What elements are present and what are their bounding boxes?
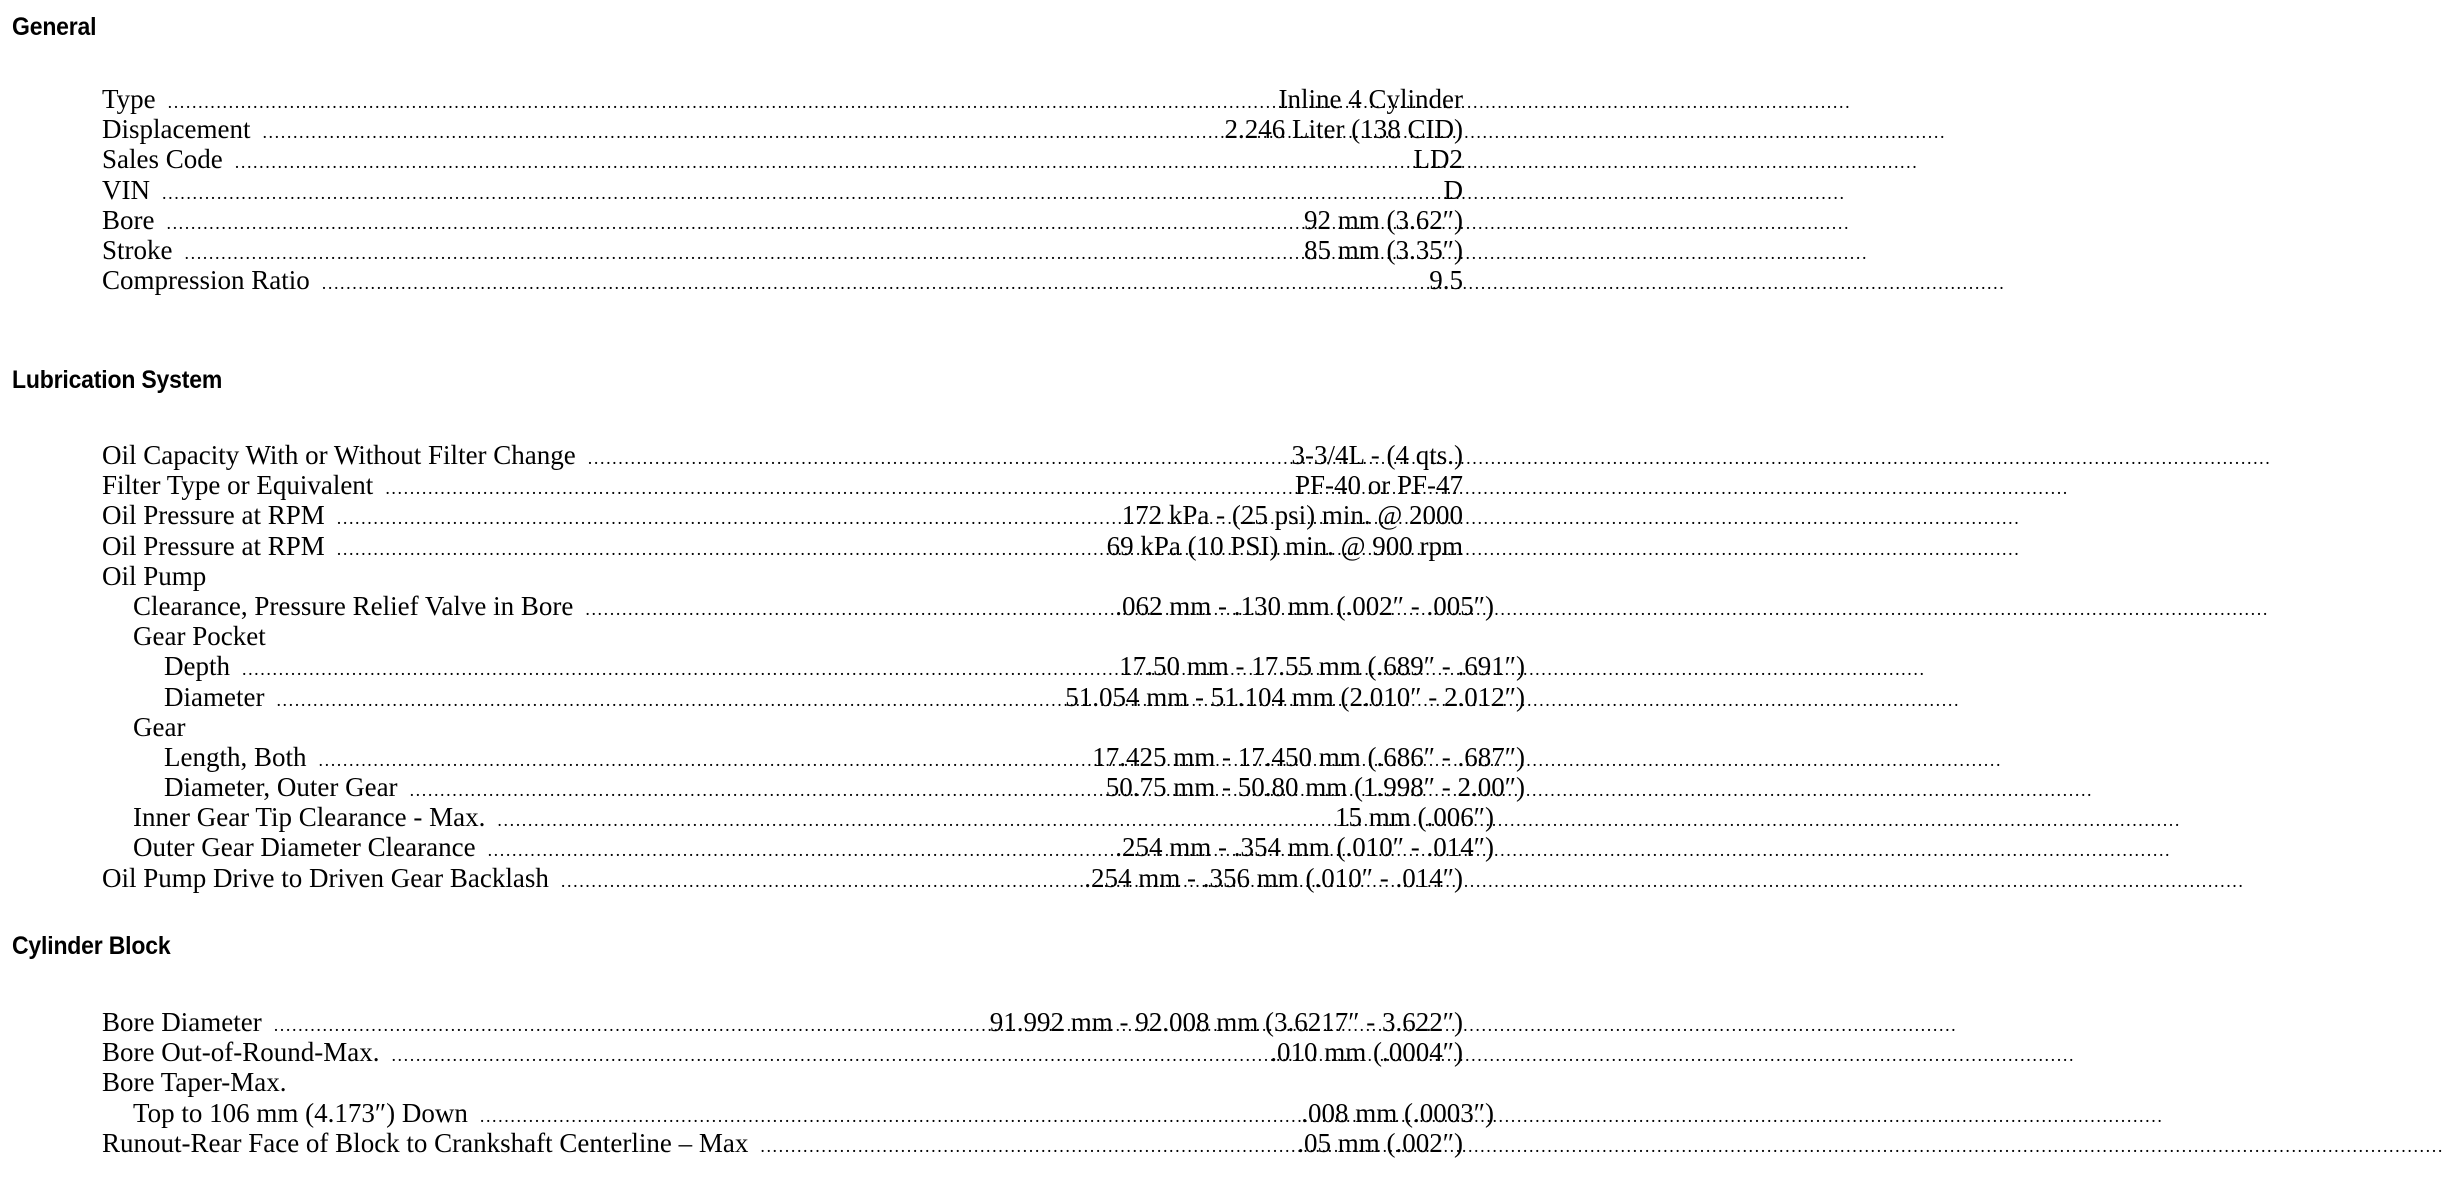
spec-label: Length, Both — [164, 741, 307, 772]
spec-label: Stroke — [102, 234, 173, 265]
dot-leader — [760, 1131, 1289, 1161]
spec-label: Gear Pocket — [133, 621, 266, 652]
spec-list-cylinder-block — [0, 1007, 1494, 1158]
dot-leader — [585, 594, 1107, 624]
spec-row — [0, 742, 1525, 772]
spec-row — [0, 863, 1463, 893]
spec-label: Bore Diameter — [102, 1007, 262, 1037]
spec-value: 92 mm (3.62″) — [1304, 204, 1463, 235]
dot-leader — [166, 208, 1296, 238]
spec-label: Inner Gear Tip Clearance - Max. — [133, 802, 486, 833]
spec-row — [0, 265, 1463, 295]
spec-label: Oil Pressure at RPM — [102, 500, 325, 531]
dot-leader — [480, 1101, 1293, 1131]
spec-label: Bore — [102, 204, 155, 235]
spec-value: 9.5 — [1429, 265, 1463, 296]
spec-label: VIN — [102, 174, 150, 205]
spec-value: Inline 4 Cylinder — [1278, 84, 1463, 114]
spec-group-heading — [0, 621, 1494, 651]
spec-row — [0, 500, 1463, 530]
spec-value: .05 mm (.002″) — [1297, 1127, 1463, 1158]
spec-label: Bore Out-of-Round-Max. — [102, 1037, 380, 1068]
spec-row — [0, 235, 1463, 265]
spec-row — [0, 144, 1463, 174]
spec-label: Diameter, Outer Gear — [164, 772, 398, 803]
dot-leader — [497, 805, 1327, 835]
spec-group-heading — [0, 712, 1494, 742]
dot-leader — [488, 835, 1108, 865]
spec-group-heading — [0, 1067, 1463, 1097]
spec-row — [0, 470, 1463, 500]
spec-label: Sales Code — [102, 144, 223, 175]
spec-label: Gear — [133, 711, 186, 742]
spec-row — [0, 205, 1463, 235]
spec-row — [0, 1128, 1463, 1158]
spec-value: 51.054 mm - 51.104 mm (2.010″ - 2.012″) — [1065, 681, 1525, 712]
spec-row — [0, 832, 1494, 862]
spec-label: Oil Pump Drive to Driven Gear Backlash — [102, 862, 549, 893]
spec-list-general — [0, 84, 1463, 296]
spec-value: 2.246 Liter (138 CID) — [1224, 114, 1463, 145]
spec-value: 15 mm (.006″) — [1335, 802, 1494, 833]
dot-leader — [337, 503, 1114, 533]
section-title-general: General — [12, 13, 97, 41]
dot-leader — [561, 866, 1076, 896]
spec-row — [0, 114, 1463, 144]
spec-label: Compression Ratio — [102, 265, 310, 296]
section-title-lubrication: Lubrication System — [12, 366, 223, 394]
dot-leader — [274, 1010, 982, 1040]
section-title-cylinder-block: Cylinder Block — [12, 932, 171, 960]
spec-value: 50.75 mm - 50.80 mm (1.998″ - 2.00″) — [1105, 772, 1525, 803]
spec-value: 172 kPa - (25 psi) min. @ 2000 — [1121, 500, 1463, 531]
dot-leader — [235, 147, 1406, 177]
spec-value: 17.50 mm - 17.55 mm (.689″ - .691″) — [1119, 651, 1525, 682]
spec-value: .254 mm - .354 mm (.010″ - .014″) — [1115, 832, 1494, 863]
spec-row — [0, 440, 1463, 470]
spec-row — [0, 175, 1463, 205]
dot-leader — [391, 1040, 1262, 1070]
spec-label: Clearance, Pressure Relief Valve in Bore — [133, 590, 574, 621]
spec-label: Diameter — [164, 681, 265, 712]
spec-value: LD2 — [1413, 144, 1463, 175]
dot-leader — [410, 775, 1098, 805]
spec-label: Bore Taper-Max. — [102, 1067, 287, 1098]
dot-leader — [168, 87, 1271, 117]
spec-value: 69 kPa (10 PSI) min. @ 900 rpm — [1106, 530, 1463, 561]
spec-row — [0, 591, 1494, 621]
spec-label: Top to 106 mm (4.173″) Down — [133, 1097, 468, 1128]
spec-row — [0, 84, 1463, 114]
spec-row — [0, 802, 1494, 832]
spec-value: PF-40 or PF-47 — [1294, 470, 1463, 501]
spec-row — [0, 772, 1525, 802]
dot-leader — [162, 178, 1436, 208]
spec-value: 17.425 mm - 17.450 mm (.686″ - .687″) — [1092, 741, 1525, 772]
spec-row — [0, 651, 1525, 681]
dot-leader — [337, 534, 1099, 564]
spec-value: 91.992 mm - 92.008 mm (3.6217″ - 3.622″) — [989, 1007, 1463, 1037]
spec-label: Displacement — [102, 114, 251, 145]
spec-value: 3-3/4L - (4 qts.) — [1291, 440, 1463, 470]
dot-leader — [319, 745, 1085, 775]
dot-leader — [262, 117, 1216, 147]
spec-label: Oil Pump — [102, 560, 207, 591]
spec-label: Oil Pressure at RPM — [102, 530, 325, 561]
spec-value: .254 mm - .356 mm (.010″ - .014″) — [1084, 862, 1463, 893]
spec-group-heading — [0, 561, 1463, 591]
dot-leader — [385, 473, 1287, 503]
spec-value: .008 mm (.0003″) — [1301, 1097, 1494, 1128]
spec-row — [0, 1098, 1494, 1128]
spec-label: Type — [102, 84, 156, 114]
spec-value: 85 mm (3.35″) — [1304, 234, 1463, 265]
spec-value: D — [1443, 174, 1463, 205]
dot-leader — [185, 238, 1297, 268]
dot-leader — [242, 654, 1111, 684]
dot-leader — [588, 443, 1284, 473]
spec-row — [0, 682, 1525, 712]
spec-value: .062 mm - .130 mm (.002″ - .005″) — [1115, 590, 1494, 621]
spec-label: Depth — [164, 651, 230, 682]
spec-row — [0, 531, 1463, 561]
spec-label: Outer Gear Diameter Clearance — [133, 832, 476, 863]
dot-leader — [322, 268, 1422, 298]
spec-label: Runout-Rear Face of Block to Crankshaft Centerline – Max — [102, 1127, 749, 1158]
spec-label: Oil Capacity With or Without Filter Change — [102, 440, 576, 470]
spec-list-lubrication — [0, 440, 1525, 893]
spec-label: Filter Type or Equivalent — [102, 470, 374, 501]
dot-leader — [276, 685, 1057, 715]
spec-row — [0, 1037, 1463, 1067]
spec-row — [0, 1007, 1463, 1037]
spec-value: .010 mm (.0004″) — [1270, 1037, 1463, 1068]
